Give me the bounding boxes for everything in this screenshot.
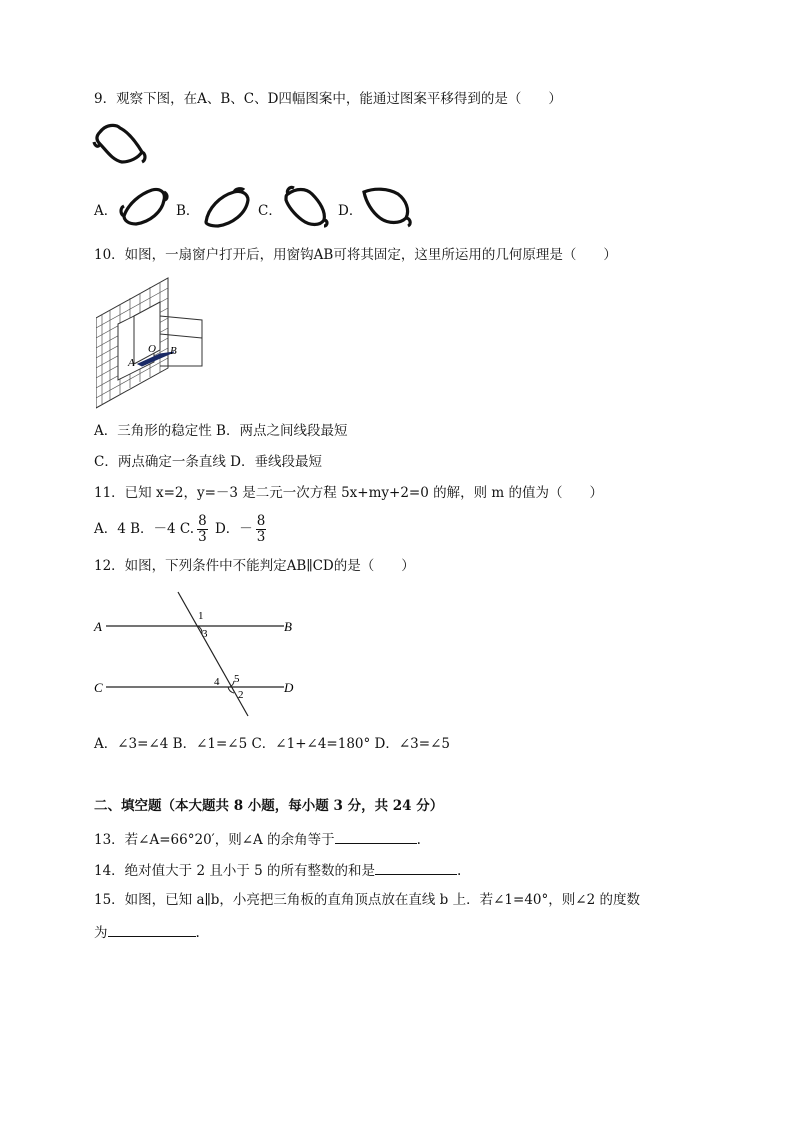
q10-label-o: O: [148, 343, 156, 355]
q11-frac-d-num: 8: [256, 513, 266, 529]
q9-stem: 9．观察下图，在A、B、C、D四幅图案中，能通过图案平移得到的是（ ）: [94, 91, 562, 107]
parallel-lines-figure: [92, 586, 304, 720]
angle-4-label: 4: [214, 676, 220, 688]
angle-5-label: 5: [234, 673, 240, 685]
q10-options-line1: A．三角形的稳定性 B．两点之间线段最短: [94, 423, 348, 439]
q10-label-b: B: [170, 345, 177, 357]
q12-options: A．∠3=∠4 B．∠1=∠5 C．∠1+∠4=180° D．∠3=∠5: [94, 736, 450, 752]
q15-line2: [94, 922, 200, 942]
angle-2-label: 2: [238, 689, 244, 701]
q9-option-b-label: B．: [176, 203, 200, 219]
q11-fraction-d: [256, 514, 267, 545]
q13-text: 13．若∠A=66°20′，则∠A 的余角等于: [94, 832, 335, 848]
q11-options: [94, 512, 269, 546]
leaf-shape-d: [360, 184, 414, 228]
q11-options-ab: A．4 B．－4 C.: [94, 521, 195, 537]
label-a: A: [94, 619, 102, 634]
section2-heading: 二、填空题（本大题共 8 小题，每小题 3 分，共 24 分）: [94, 798, 444, 814]
q11-option-d: D．－: [214, 521, 253, 537]
leaf-shape-a: [118, 186, 170, 228]
q15-text: 为: [94, 925, 108, 941]
label-c: C: [94, 680, 103, 695]
q11-stem: 11．已知 x=2，y=－3 是二元一次方程 5x+my+2=0 的解，则 m 的值为（ ）: [94, 485, 604, 501]
q13-answer-blank[interactable]: [335, 829, 417, 844]
label-b: B: [284, 619, 292, 634]
leaf-shape-c: [280, 182, 332, 230]
q12-stem: 12．如图，下列条件中不能判定AB∥CD的是（ ）: [94, 558, 415, 574]
label-d: D: [284, 680, 294, 695]
q9-option-c-label: C．: [258, 203, 282, 219]
q9-option-d-label: D．: [338, 203, 363, 219]
q14: [94, 860, 461, 880]
q11-fraction-c: [197, 514, 208, 545]
q14-text: 14．绝对值大于 2 且小于 5 的所有整数的和是: [94, 863, 376, 879]
q13-period: .: [416, 832, 421, 848]
q10-options-line2: C．两点确定一条直线 D．垂线段最短: [94, 454, 322, 470]
q13: [94, 829, 421, 849]
q11-frac-d-den: 3: [256, 529, 266, 545]
q15-answer-blank[interactable]: [108, 922, 196, 937]
angle-3-label: 3: [202, 628, 208, 640]
q15-period: .: [195, 925, 200, 941]
q10-label-a: A: [128, 357, 135, 369]
q14-period: .: [457, 863, 462, 879]
window-figure: [96, 276, 208, 410]
q15-line1: 15．如图，已知 a∥b，小亮把三角板的直角顶点放在直线 b 上．若∠1=40°，则∠2 的度数: [94, 892, 640, 908]
leaf-shape-b: [200, 186, 254, 230]
q9-option-a-label: A．: [94, 203, 118, 219]
q14-answer-blank[interactable]: [375, 860, 457, 875]
q11-frac-c-den: 3: [198, 529, 207, 545]
q10-stem: 10．如图，一扇窗户打开后，用窗钩AB可将其固定，这里所运用的几何原理是（ ）: [94, 247, 617, 263]
q11-frac-c-num: 8: [198, 513, 207, 529]
angle-1-label: 1: [198, 610, 204, 622]
leaf-shape-original: [92, 122, 148, 168]
